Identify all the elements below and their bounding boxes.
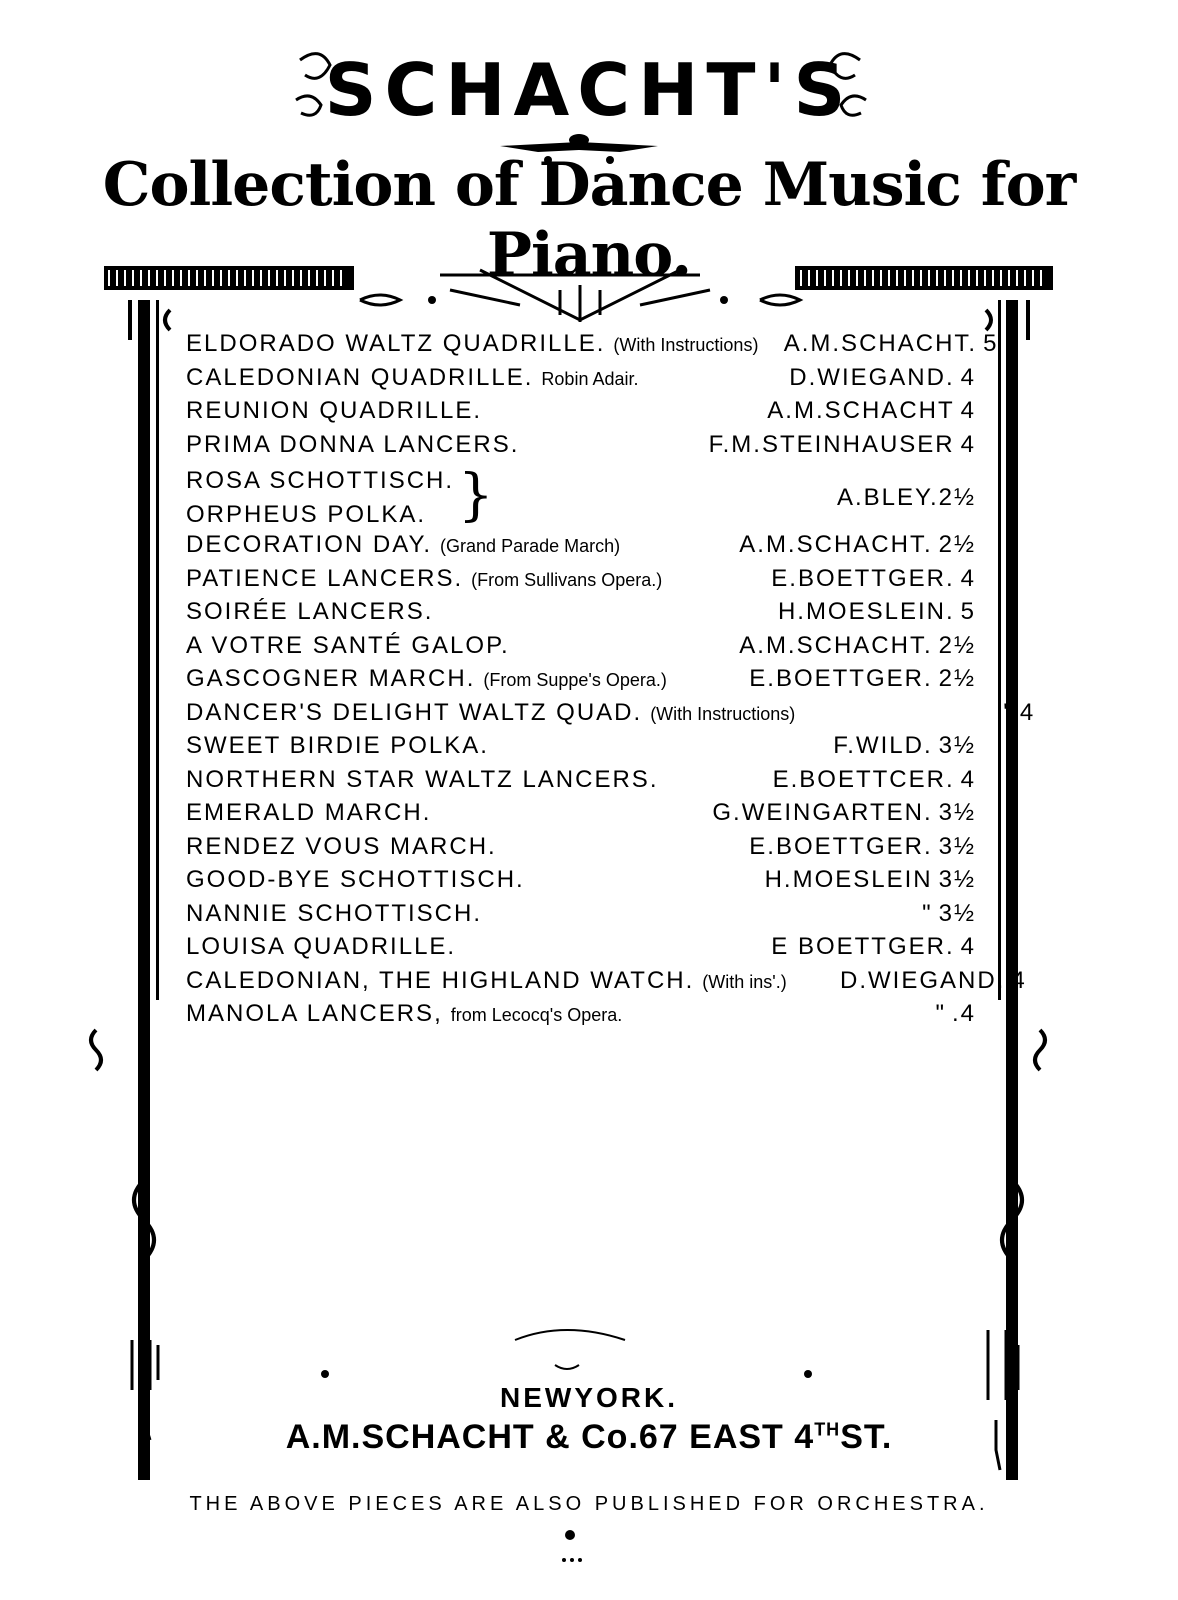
price: 3½: [938, 899, 976, 927]
piece-heading: [186, 699, 795, 727]
composer-name: A.M.SCHACHT.: [739, 631, 933, 659]
piece-attribution: [736, 632, 976, 660]
piece-title: DANCER'S DELIGHT WALTZ QUAD.: [186, 698, 643, 726]
composer-name: H.MOESLEIN.: [777, 598, 955, 625]
piece-title: CALEDONIAN, THE HIGHLAND WATCH.: [186, 966, 695, 994]
piece-attribution: [736, 364, 976, 392]
piece-note: Robin Adair.: [541, 368, 639, 389]
piece-title: ROSA SCHOTTISCH.: [186, 467, 455, 494]
piece-heading: [186, 565, 662, 593]
price: 2½: [938, 631, 976, 659]
price: 4: [960, 564, 976, 592]
piece-attribution: [795, 699, 1035, 727]
list-item: [186, 866, 976, 900]
piece-title: EMERALD MARCH.: [186, 799, 432, 826]
piece-attribution: [736, 732, 976, 760]
publisher-name: A.M.SCHACHT & Co.67 EAST 4: [285, 1418, 815, 1456]
piece-title: SWEET BIRDIE POLKA.: [186, 732, 489, 759]
price: 5: [960, 598, 976, 625]
piece-title: CALEDONIAN QUADRILLE.: [186, 363, 534, 391]
list-item: [186, 900, 976, 934]
composer-name: G.WEINGARTEN.: [712, 799, 933, 826]
composer-name: E.BOETTGER.: [771, 564, 955, 592]
orchestra-note: THE ABOVE PIECES ARE ALSO PUBLISHED FOR ORCHESTRA.: [189, 1493, 989, 1515]
composer-name: E.BOETTGER.: [749, 832, 933, 860]
composer-name: D.WIEGAND.: [789, 363, 955, 391]
piece-heading: [186, 900, 482, 928]
piece-attribution: [736, 531, 976, 559]
piece-heading: [186, 431, 519, 459]
price: 5: [983, 330, 999, 357]
left-pillar: [128, 300, 159, 1480]
price: 3½: [938, 832, 976, 860]
piece-note: (With ins'.): [702, 971, 787, 992]
piece-note: (From Sullivans Opera.): [471, 569, 663, 590]
composer-name: E BOETTGER.: [771, 933, 955, 960]
composer-name: ": [935, 1000, 946, 1027]
list-item: [186, 833, 976, 867]
piece-heading: [186, 1000, 622, 1028]
piece-attribution: [736, 598, 976, 626]
piece-attribution: [787, 967, 1027, 995]
publisher-street: ST.: [840, 1418, 893, 1456]
piece-title: SOIRÉE LANCERS.: [186, 598, 434, 625]
list-item: [186, 966, 1027, 1001]
price: 3½: [938, 732, 976, 759]
price: 2½: [938, 665, 976, 692]
piece-attribution: [736, 665, 976, 693]
price: 3½: [938, 866, 976, 893]
piece-attribution: [736, 900, 976, 928]
composer-name: A.M.SCHACHT.: [739, 531, 933, 558]
piece-heading: [186, 799, 431, 827]
piece-title: PRIMA DONNA LANCERS.: [186, 430, 520, 458]
piece-heading: [186, 766, 658, 794]
piece-attribution: [736, 565, 976, 593]
piece-attribution: [709, 431, 976, 459]
piece-attribution: [736, 397, 976, 425]
page-title: SCHACHT'S: [324, 48, 854, 132]
piece-note: (From Suppe's Opera.): [483, 670, 667, 690]
piece-heading: [186, 665, 667, 693]
composer-name: A.M.SCHACHT: [767, 397, 955, 424]
list-item: [186, 766, 976, 800]
piece-title: DECORATION DAY.: [186, 531, 433, 558]
piece-title: PATIENCE LANCERS.: [186, 564, 464, 592]
list-item-group: [186, 464, 976, 531]
composer-name: D.WIEGAND.: [840, 966, 1006, 994]
piece-heading: [186, 732, 489, 760]
catalogue-list: [186, 330, 1036, 1034]
piece-attribution: [736, 1000, 976, 1028]
brace-icon: }: [458, 463, 496, 528]
list-item: [186, 565, 976, 599]
piece-heading: [186, 364, 639, 392]
list-item: [186, 598, 976, 632]
composer-name: F.WILD.: [833, 732, 933, 759]
piece-heading: [186, 866, 525, 894]
piece-title: ORPHEUS POLKA.: [186, 500, 427, 528]
piece-title: A VOTRE SANTÉ GALOP.: [186, 631, 510, 659]
price: 2½: [938, 531, 976, 558]
piece-title: RENDEZ VOUS MARCH.: [186, 832, 497, 860]
piece-title: MANOLA LANCERS,: [186, 1000, 443, 1027]
piece-heading: [186, 330, 758, 358]
publisher-superscript: TH: [814, 1419, 841, 1440]
right-pillar: [998, 300, 1030, 1480]
list-item: [186, 1000, 976, 1034]
list-item: [186, 799, 976, 833]
list-item: [186, 431, 976, 465]
piece-attribution: [712, 799, 976, 827]
price: 4: [1019, 698, 1036, 726]
composer-name: ": [922, 899, 933, 927]
composer-name: ": [1003, 698, 1014, 726]
composer-name: F.M.STEINHAUSER: [708, 430, 955, 458]
list-item: [186, 933, 976, 967]
price: 4: [960, 363, 976, 391]
price: 4: [960, 933, 976, 960]
piece-attribution: [758, 330, 998, 358]
piece-heading: [186, 833, 497, 861]
piece-attribution: [837, 484, 976, 512]
price: 3½: [938, 799, 976, 826]
publisher-city: NEWYORK.: [500, 1382, 678, 1413]
piece-title: GOOD-BYE SCHOTTISCH.: [186, 866, 525, 893]
list-item: [186, 632, 976, 666]
list-item: [186, 330, 999, 364]
list-item: [186, 732, 976, 766]
piece-title: GASCOGNER MARCH.: [186, 665, 476, 692]
composer-name: E.BOETTGER.: [749, 665, 933, 692]
piece-heading: [186, 598, 433, 626]
price: 2½: [938, 483, 976, 511]
piece-note: (With Instructions): [650, 703, 796, 724]
piece-title: LOUISA QUADRILLE.: [186, 933, 457, 960]
composer-name: A.BLEY.: [837, 483, 939, 511]
piece-title: REUNION QUADRILLE.: [186, 397, 483, 424]
piece-attribution: [736, 933, 976, 961]
piece-title: NORTHERN STAR WALTZ LANCERS.: [186, 765, 659, 793]
piece-title: NANNIE SCHOTTISCH.: [186, 899, 483, 927]
piece-attribution: [736, 766, 976, 794]
page-subtitle: Collection of Dance Music for Piano.: [102, 150, 1076, 290]
group-titles: [186, 464, 454, 531]
list-item: [186, 665, 976, 699]
list-item: [186, 698, 1036, 733]
composer-name: E.BOETTCER.: [772, 765, 955, 793]
piece-note: (Grand Parade March): [440, 536, 621, 556]
price: 4: [1011, 966, 1027, 994]
piece-title: ELDORADO WALTZ QUADRILLE.: [186, 330, 606, 357]
price: 4: [960, 765, 976, 793]
piece-heading: [186, 933, 456, 961]
composer-name: H.MOESLEIN: [764, 866, 933, 893]
publisher-address: [0, 1418, 1178, 1457]
piece-attribution: [736, 866, 976, 894]
piece-heading: [186, 967, 787, 995]
piece-heading: [186, 397, 482, 425]
composer-name: A.M.SCHACHT.: [783, 330, 978, 357]
list-item: [186, 397, 976, 431]
price: 4: [960, 397, 976, 424]
list-item: [186, 364, 976, 398]
price: .4: [951, 1000, 976, 1027]
piece-heading: [186, 531, 620, 559]
piece-note: from Lecocq's Opera.: [450, 1005, 623, 1025]
piece-note: (With Instructions): [613, 335, 759, 355]
piece-heading: [186, 632, 510, 660]
piece-attribution: [736, 833, 976, 861]
price: 4: [960, 430, 976, 458]
list-item: [186, 531, 976, 565]
